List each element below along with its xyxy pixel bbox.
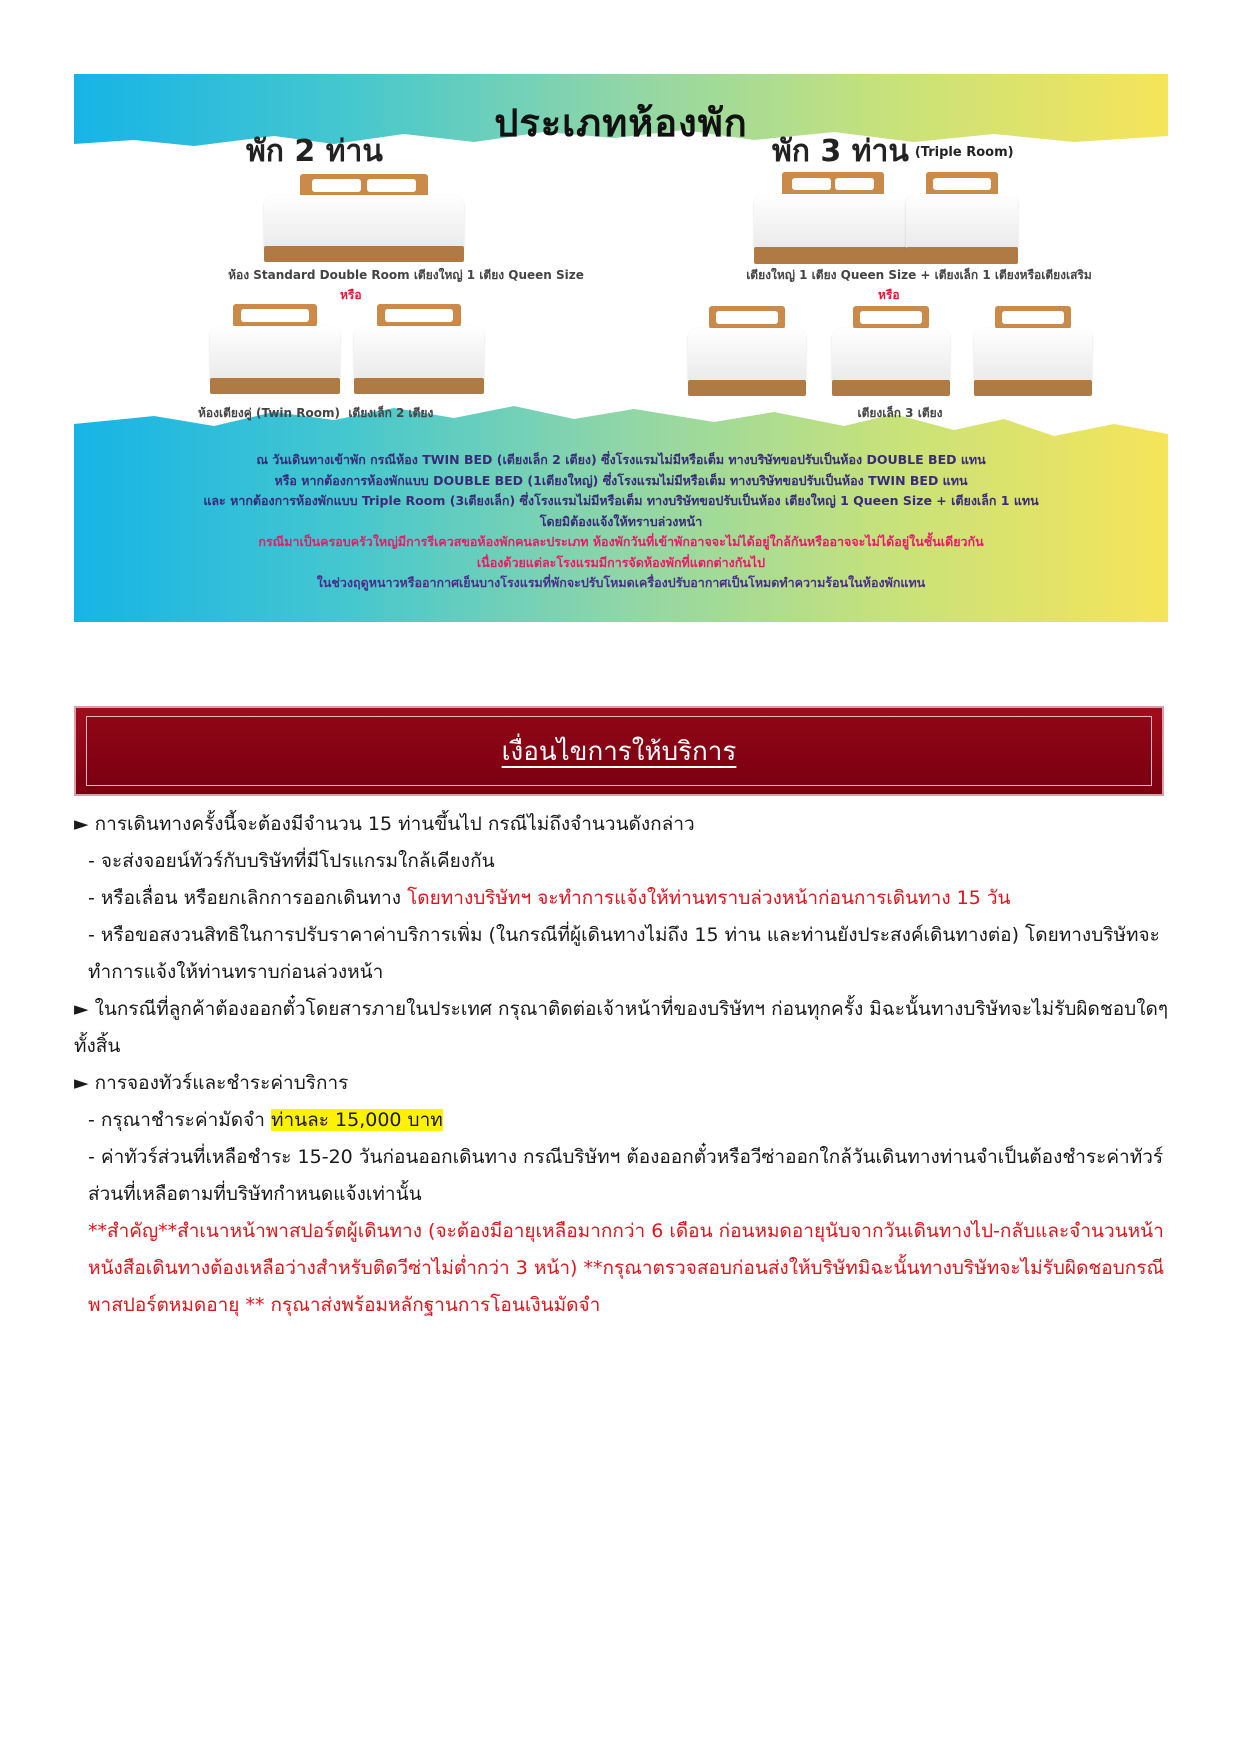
double-bed-icon [754, 172, 912, 264]
single-bed-icon [832, 306, 950, 396]
twin-room-caption-2: เตียงเล็ก 2 เตียง [348, 406, 434, 420]
condition-price-adjust: - หรือขอสงวนสิทธิในการปรับราคาค่าบริการเพิ่ม (ในกรณีที่ผู้เดินทางไม่ถึง 15 ท่าน และท่านยังประสงค์เดินทางต่อ) โดยทางบริษัทจะทำการแจ้งให้ท่านทราบก่อนล่วงหน้า [88, 924, 1160, 983]
room-notes [74, 450, 1168, 594]
condition-booking-payment: ► การจองทัวร์และชำระค่าบริการ [74, 1072, 349, 1094]
note-line: กรณีมาเป็นครอบครัวใหญ่มีการรีเควสขอห้องพักคนละประเภท ห้องพักวันที่เข้าพักอาจจะไม่ได้อยู่ใกล้กันหรืออาจจะไม่ได้อยู่ในชั้นเดียวกัน [258, 534, 984, 549]
conditions-header-inner [86, 716, 1152, 786]
condition-postpone-text: - หรือเลื่อน หรือยกเลิกการออกเดินทาง [88, 887, 408, 909]
conditions-content [74, 806, 1174, 1324]
single-bed-icon [974, 306, 1092, 396]
note-line: ในช่วงฤดูหนาวหรืออากาศเย็นบางโรงแรมที่พักจะปรับโหมดเครื่องปรับอากาศเป็นโหมดทำความร้อนในห้องพักแทน [316, 575, 926, 590]
triple-room-subtitle: (Triple Room) [914, 145, 1014, 160]
note-line: เนื่องด้วยแต่ละโรงแรมมีการจัดห้องพักที่แตกต่างกันไป [476, 554, 766, 570]
condition-passport-note: **สำคัญ**สำเนาหน้าพาสปอร์ตผู้เดินทาง (จะต้องมีอายุเหลือมากกว่า 6 เดือน ก่อนหมดอายุนับจากวันเดินทางไป-กลับและจำนวนหน้าหนังสือเดินทางต้องเหลือว่างสำหรับติดวีซ่าไม่ต่ำกว่า 3 หน้า) **กรุณาตรวจสอบก่อนส่งให้บริษัทมิฉะนั้นทางบริษัทจะไม่รับผิดชอบกรณีพาสปอร์ตหมดอายุ ** กรุณาส่งพร้อมหลักฐานการโอนเงินมัดจำ [88, 1220, 1165, 1316]
condition-join-tour: - จะส่งจอยน์ทัวร์กับบริษัทที่มีโปรแกรมใกล้เคียงกัน [88, 850, 495, 872]
banner-title: ประเภทห้องพัก [494, 101, 748, 145]
condition-postpone [74, 880, 1174, 917]
condition-balance-payment: - ค่าทัวร์ส่วนที่เหลือชำระ 15-20 วันก่อนออกเดินทาง กรณีบริษัทฯ ต้องออกตั๋วหรือวีซ่าออกใกล้วันเดินทางท่านจำเป็นต้องชำระค่าทัวร์ส่วนที่เหลือตามที่บริษัทกำหนดแจ้งเท่านั้น [88, 1146, 1164, 1205]
room-types-banner [74, 74, 1168, 622]
note-line: และ หากต้องการห้องพักแบบ Triple Room (3เตียงเล็ก) ซึ่งโรงแรมไม่มีหรือเต็ม ทางบริษัทขอปรับเป็นห้อง เตียงใหญ่ 1 Queen Size + เตียงเล็ก 1 แทน [203, 493, 1039, 508]
triple-room-caption: เตียงใหญ่ 1 เตียง Queen Size + เตียงเล็ก 1 เตียงหรือเตียงเสริม [746, 268, 1092, 282]
condition-domestic-ticket: ► ในกรณีที่ลูกค้าต้องออกตั๋วโดยสารภายในประเทศ กรุณาติดต่อเจ้าหน้าที่ของบริษัทฯ ก่อนทุกครั้ง มิฉะนั้นทางบริษัทจะไม่รับผิดชอบใดๆ ทั้งสิ้น [74, 998, 1169, 1057]
condition-postpone-notice: โดยทางบริษัทฯ จะทำการแจ้งให้ท่านทราบล่วงหน้าก่อนการเดินทาง 15 วัน [407, 887, 1011, 909]
condition-deposit [74, 1102, 1174, 1139]
or-label-right: หรือ [878, 288, 900, 302]
deposit-amount-highlight: ท่านละ 15,000 บาท [270, 1109, 443, 1131]
note-line: หรือ หากต้องการห้องพักแบบ DOUBLE BED (1เตียงใหญ่) ซึ่งโรงแรมไม่มีหรือเต็ม ทางบริษัทขอปรับเป็นห้อง TWIN BED แทน [274, 472, 968, 488]
double-room-caption: ห้อง Standard Double Room เตียงใหญ่ 1 เตียง Queen Size [228, 268, 584, 282]
note-line: ณ วันเดินทางเข้าพัก กรณีห้อง TWIN BED (เตียงเล็ก 2 เตียง) ซึ่งโรงแรมไม่มีหรือเต็ม ทางบริษัทขอปรับเป็นห้อง DOUBLE BED แทน [256, 452, 986, 467]
three-person-heading-text: พัก 3 ท่าน [772, 134, 909, 169]
condition-deposit-text: - กรุณาชำระค่ามัดจำ [88, 1109, 271, 1131]
note-line: โดยมิต้องแจ้งให้ทราบล่วงหน้า [539, 513, 703, 529]
single-bed-icon [688, 306, 806, 396]
double-bed-icon [264, 174, 464, 262]
conditions-title: เงื่อนไขการให้บริการ [501, 736, 737, 767]
single-bed-icon [354, 304, 484, 394]
conditions-header-bar [74, 706, 1164, 796]
three-single-caption: เตียงเล็ก 3 เตียง [857, 406, 943, 420]
three-person-heading [772, 128, 1014, 175]
twin-room-caption [198, 404, 433, 423]
single-bed-icon [906, 172, 1018, 264]
single-bed-icon [210, 304, 340, 394]
twin-room-caption-1: ห้องเตียงคู่ (Twin Room) [198, 406, 340, 420]
two-person-heading: พัก 2 ท่าน [246, 134, 383, 169]
or-label-left: หรือ [340, 288, 362, 302]
condition-min-travelers: ► การเดินทางครั้งนี้จะต้องมีจำนวน 15 ท่านขึ้นไป กรณีไม่ถึงจำนวนดังกล่าว [74, 813, 695, 835]
